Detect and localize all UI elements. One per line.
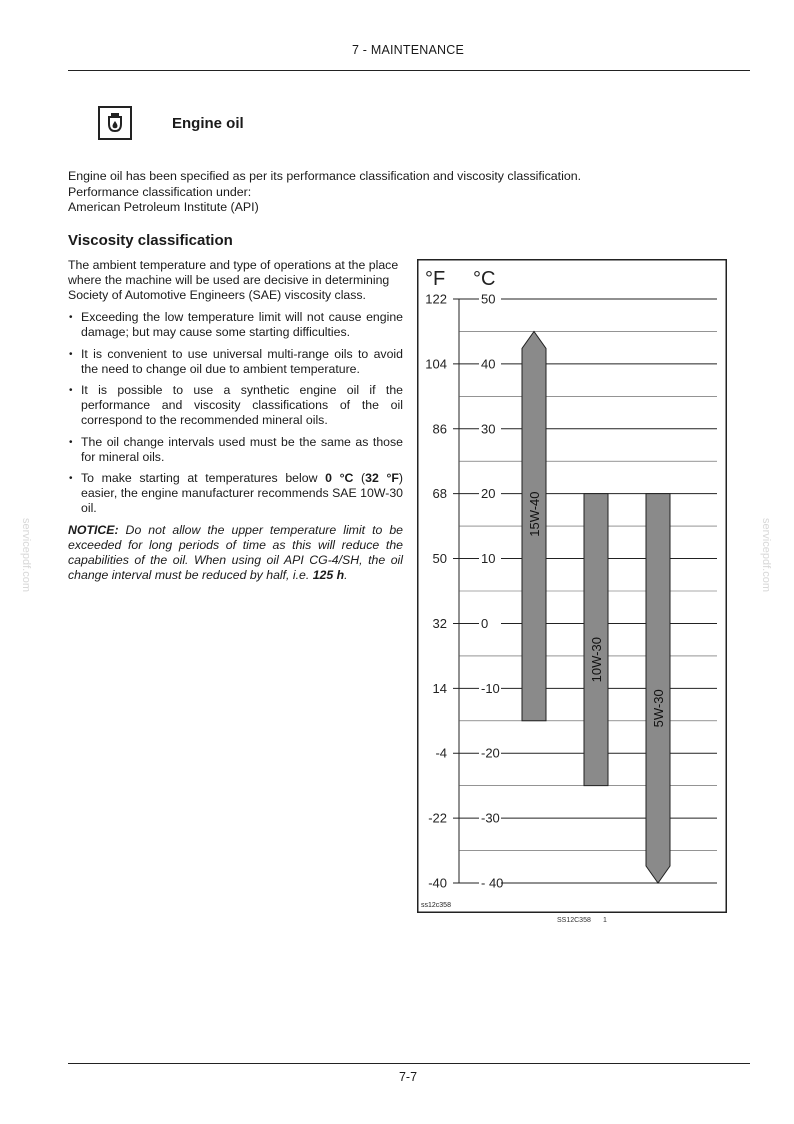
fahrenheit-unit-label: °F <box>425 268 446 290</box>
fahrenheit-tick-label: -22 <box>428 810 447 826</box>
fahrenheit-tick-label: 104 <box>425 356 447 372</box>
celsius-tick-label: -30 <box>481 810 500 826</box>
bullet-text: ( <box>353 471 366 485</box>
fahrenheit-tick-label: 14 <box>432 680 447 696</box>
fahrenheit-tick-label: 122 <box>425 291 447 307</box>
list-item: • Exceeding the low temperature limit will not cause engine damage; but may cause some starting difficulties. <box>68 310 403 340</box>
celsius-tick-label: - 40 <box>481 875 504 891</box>
header-rule <box>68 70 750 71</box>
celsius-tick-label: -20 <box>481 745 500 761</box>
bullet-text: To make starting at temperatures below <box>81 471 326 485</box>
intro-line: Performance classification under: <box>68 184 252 199</box>
fahrenheit-tick-label: 32 <box>432 615 447 631</box>
fahrenheit-tick-label: 68 <box>432 486 447 502</box>
viscosity-range-bar <box>646 494 670 883</box>
bullet-text: ) easier, the engine manufacturer recommends SAE 10W-30 oil. <box>81 471 404 515</box>
bar-label: 10W-30 <box>589 637 604 683</box>
celsius-tick-label: 30 <box>481 421 496 437</box>
list-item: • The oil change intervals used must be the same as those for mineral oils. <box>68 435 403 465</box>
celsius-tick-label: 10 <box>481 551 496 567</box>
celsius-tick-label: 40 <box>481 356 496 372</box>
bullet-bold-fahrenheit: 32 °F <box>365 471 399 485</box>
intro-line: American Petroleum Institute (API) <box>68 200 259 214</box>
watermark-right: servicepdf.com <box>760 518 772 592</box>
intro-line: Engine oil has been specified as per its performance classification and viscosity classification. <box>68 169 582 183</box>
chapter-header: 7 - MAINTENANCE <box>351 43 465 57</box>
figure-number: 1 <box>603 917 607 924</box>
fahrenheit-tick-label: -40 <box>428 875 447 891</box>
chart-frame <box>418 260 727 913</box>
celsius-unit-label: °C <box>473 268 496 290</box>
fahrenheit-tick-label: -4 <box>435 745 447 761</box>
notice-value: 125 h <box>312 567 345 582</box>
celsius-tick-label: 20 <box>481 486 496 502</box>
list-item <box>68 471 403 516</box>
notice-paragraph <box>68 523 403 583</box>
fahrenheit-tick-label: 50 <box>432 551 447 567</box>
bar-label: 5W-30 <box>651 689 666 728</box>
list-item: • It is possible to use a synthetic engine oil if the performance and viscosity classifications of the oil correspond to the recommended mineral oils. <box>68 383 403 428</box>
chart-corner-code: ss12c358 <box>421 902 451 909</box>
engine-oil-can-icon <box>98 106 132 140</box>
viscosity-chart-svg <box>417 259 727 913</box>
watermark-left: servicepdf.com <box>20 518 32 592</box>
bar-label: 15W-40 <box>527 491 542 537</box>
viscosity-heading: Viscosity classification <box>68 232 233 249</box>
celsius-tick-label: 50 <box>481 291 496 307</box>
celsius-tick-label: -10 <box>481 680 500 696</box>
notice-text: Do not allow the upper temperature limit to be exceeded for long periods of time as this will reduce the capabilities of the oil. When using oil API CG-4/SH, the oil change interval must be reduced by half, i.e. <box>68 522 403 582</box>
intro-text <box>68 169 581 216</box>
bullet-bold-celsius: 0 °C <box>325 471 354 485</box>
notice-end: . <box>344 567 348 582</box>
figure-code: SS12C358 <box>557 917 591 924</box>
section-title: Engine oil <box>172 115 244 132</box>
list-item: • It is convenient to use universal multi-range oils to avoid the need to change oil due to ambient temperature. <box>68 347 403 377</box>
footer-rule <box>68 1063 750 1064</box>
celsius-tick-label: 0 <box>481 615 489 631</box>
viscosity-paragraph: The ambient temperature and type of operations at the place where the machine will be used are decisive in determining Society of Automotive Engineers (SAE) viscosity class. <box>68 258 399 302</box>
viscosity-bullet-list <box>68 310 403 516</box>
notice-label: NOTICE: <box>68 522 119 537</box>
viscosity-chart <box>417 259 727 913</box>
page-number: 7-7 <box>398 1070 418 1084</box>
fahrenheit-tick-label: 86 <box>432 421 447 437</box>
viscosity-text-column <box>68 258 403 590</box>
